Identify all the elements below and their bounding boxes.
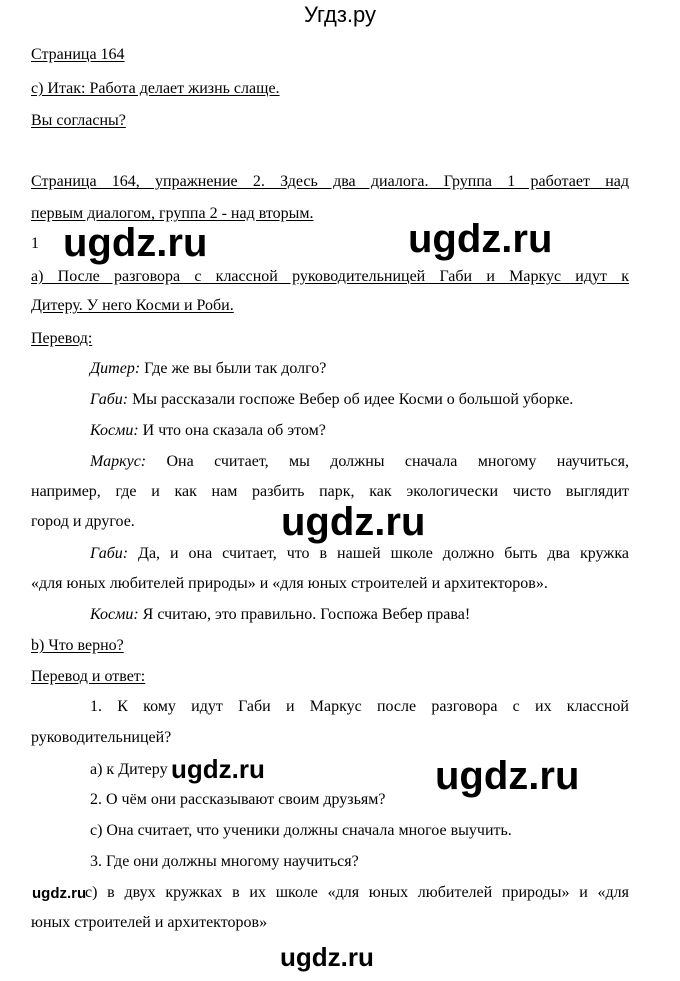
speaker-name: Габи: [90,545,129,562]
watermark-left-tiny: ugdz.ru [32,885,87,902]
speech-text: Да, и она считает, что в нашей школе должно быть два кружка [128,545,629,562]
dialogue-markus-cont-2: город и другое. [31,513,135,530]
speaker-name: Маркус: [90,453,147,470]
question-1-line-2: руководительницей? [31,729,172,746]
answer-2: с) Она считает, что ученики должны сначала многое выучить. [90,822,512,839]
dialogue-line-gabi-2 [90,544,629,564]
speech-text: И что она сказала об этом? [138,422,326,439]
dialogue-gabi-cont-1: «для юных любителей природы» и «для юных строителей и архитекторов». [31,575,548,592]
speaker-name: Косми: [90,606,139,623]
question-2: 2. О чём они рассказывают своим друзьям? [90,791,386,808]
answer-3-line-2: юных строителей и архитекторов» [31,914,268,931]
answer-heading: Перевод и ответ: [31,668,146,685]
speech-text: Где же вы были так долго? [140,360,327,377]
task-line-2: первым диалогом, группа 2 - над вторым. [31,205,314,222]
dialogue-line-markus [90,452,629,472]
answer-1: а) к Дитеру [90,761,168,778]
answer-3-line-1: с) в двух кружках в их школе «для юных любителей природы» и «для [85,884,629,901]
page-reference: Страница 164 [31,46,125,63]
part-a-line-1: а) После разговора с классной руководительницей Габи и Маркус идут к [31,268,629,285]
speaker-name: Дитер: [90,360,141,377]
speaker-name: Косми: [90,422,139,439]
speaker-name: Габи: [90,391,129,408]
part-b-heading: b) Что верно? [31,637,124,654]
question-1-line-1: 1. К кому идут Габи и Маркус после разговора с их классной [90,698,629,715]
watermark-top-left: ugdz.ru [63,221,208,265]
speech-text: Я считаю, это правильно. Госпожа Вебер права! [138,606,471,623]
question-line: Вы согласны? [31,112,126,129]
translation-heading: Перевод: [31,330,93,347]
question-3: 3. Где они должны многому научиться? [90,853,359,870]
watermark-right-big: ugdz.ru [435,754,580,798]
group-number: 1 [31,235,39,252]
watermark-footer: ugdz.ru [280,942,374,972]
task-line-1: Страница 164, упражнение 2. Здесь два диалога. Группа 1 работает над [31,173,629,190]
dialogue-line-dieter [90,359,326,379]
watermark-inline-small: ugdz.ru [171,754,265,784]
watermark-middle: ugdz.ru [281,500,426,544]
speech-text: Она считает, мы должны сначала многому научиться, [146,453,629,470]
dialogue-line-kosmi [90,421,326,441]
dialogue-markus-cont-1: например, где и как нам разбить парк, как экологически чисто выглядит [31,483,629,500]
dialogue-line-kosmi-2 [90,605,470,625]
part-a-line-2: Дитеру. У него Косми и Роби. [31,297,234,314]
site-title: Угдз.ру [303,2,377,27]
conclusion-line: с) Итак: Работа делает жизнь слаще. [31,80,280,97]
dialogue-line-gabi [90,390,573,410]
speech-text: Мы рассказали госпоже Вебер об идее Косми о большой уборке. [128,391,574,408]
watermark-top-right: ugdz.ru [408,217,553,261]
